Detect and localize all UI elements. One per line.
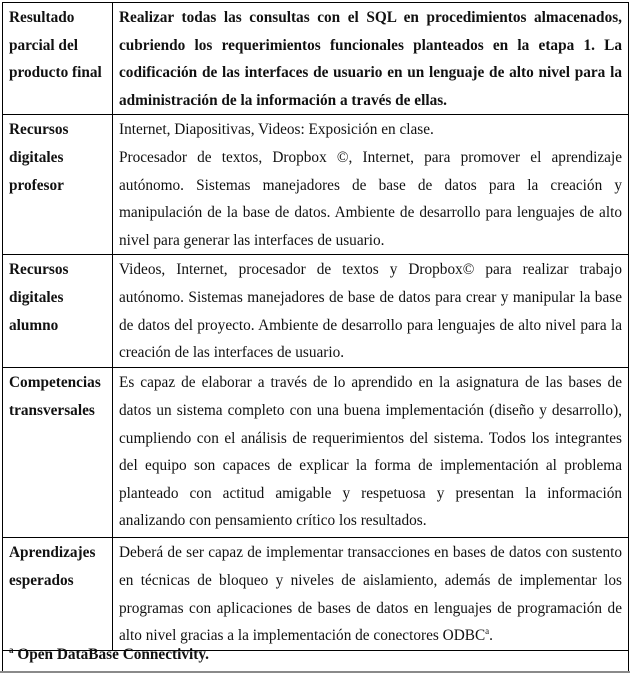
row-label: Competencias transversales bbox=[3, 368, 113, 538]
row-label: Recursos digitales alumno bbox=[3, 255, 113, 368]
row-content bbox=[113, 538, 629, 650]
paragraph: Realizar todas las consultas con el SQL en procedimientos almacenados, cubriendo los requerimientos funcionales planteados en la etapa 1. La codificación de las interfaces de usuario en un lenguaje de alto nivel para la administración de la información a través de ellas. bbox=[119, 9, 622, 109]
table-row-recursos-profesor bbox=[3, 115, 629, 255]
course-info-table bbox=[2, 2, 629, 651]
table-row-resultado bbox=[3, 3, 629, 115]
footnote-text: Open DataBase Connectivity. bbox=[17, 646, 209, 663]
paragraph: Procesador de textos, Dropbox ©, Internet, para promover el aprendizaje autónomo. Sistemas manejadores de base de datos para la creación y manipulación de la base de datos. Ambiente de desarrollo para lenguajes de alto nivel para generar las interfaces de usuario. bbox=[119, 148, 622, 249]
row-label: Recursos digitales profesor bbox=[3, 115, 113, 255]
table-footnote bbox=[2, 640, 629, 671]
row-content bbox=[113, 255, 629, 368]
footnote-marker: a bbox=[485, 626, 490, 637]
table-row-aprendizajes bbox=[3, 538, 629, 650]
row-label: Aprendizajes esperados bbox=[3, 538, 113, 650]
table-row-competencias bbox=[3, 368, 629, 538]
row-content bbox=[113, 368, 629, 538]
paragraph: Deberá de ser capaz de implementar transacciones en bases de datos con sustento en técnicas de bloqueo y niveles de aislamiento, además de implementar los programas con aplicaciones de bases de datos en lenguajes de programación de alto nivel gracias a la implementación de conectores ODBC bbox=[119, 544, 622, 645]
paragraph: Videos, Internet, procesador de textos y Dropbox© para realizar trabajo autónomo. Sistemas manejadores de base de datos para crear y manipular la base de datos del proyecto. Ambiente de desarrollo para lenguajes de alto nivel para la creación de las interfaces de usuario. bbox=[119, 261, 622, 362]
row-label: Resultado parcial del producto final bbox=[3, 3, 113, 115]
paragraph: Es capaz de elaborar a través de lo aprendido en la asignatura de las bases de datos un sistema completo con una buena implementación (diseño y desarrollo), cumpliendo con el análisis de requerimientos del sistema. Todos los integrantes del equipo son capaces de explicar la forma de implementación al problema planteado con actitud amigable y respetuosa y presentan la información analizando con pensamiento crítico los resultados. bbox=[119, 374, 622, 530]
row-content bbox=[113, 115, 629, 255]
paragraph-trailing: . bbox=[489, 627, 493, 645]
footnote-marker: a bbox=[9, 644, 14, 655]
table-row-recursos-alumno bbox=[3, 255, 629, 368]
paragraph: Internet, Diapositivas, Videos: Exposición en clase. bbox=[119, 121, 434, 139]
row-content bbox=[113, 3, 629, 115]
